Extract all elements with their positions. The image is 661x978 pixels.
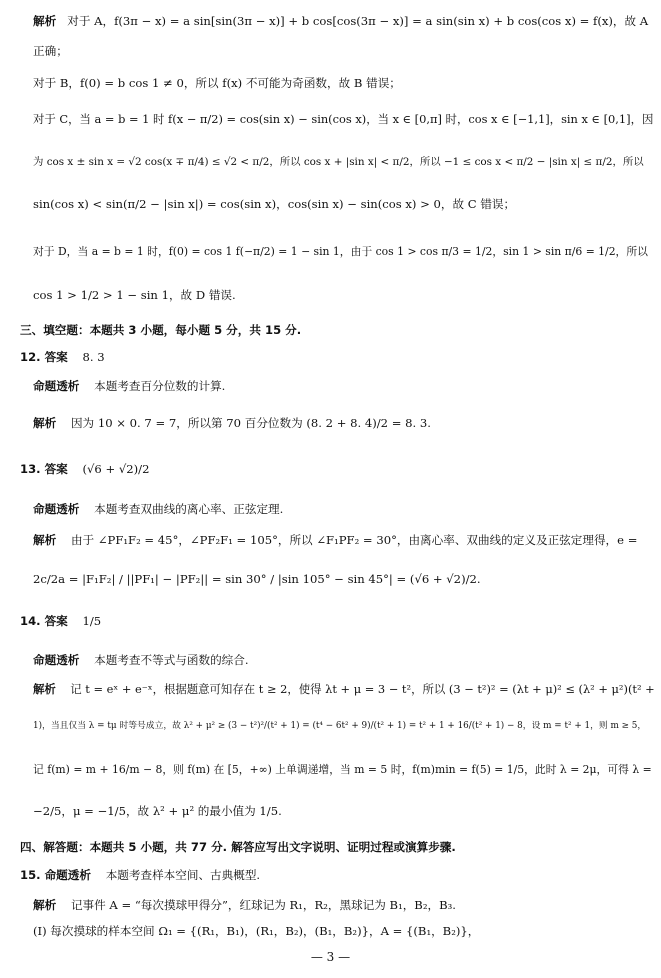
line-text: 2c/2a = |F₁F₂| / ||PF₁| − |PF₂|| = sin 30° / |sin 105° − sin 45°| = (√6 + √2)/2. [33, 572, 481, 586]
line-text: 1)，当且仅当 λ = tμ 时等号成立，故 λ² + μ² ≥ (3 − t²)²/(t² + 1) = (t⁴ − 6t² + 9)/(t² + 1) = t² + 1 + 16/(t² + 1) − 8，设 m = t² + 1，则 m ≥ 5， [33, 721, 647, 731]
line-text: 正确； [33, 44, 68, 58]
answer-line [20, 350, 105, 364]
line-text: 本题考查双曲线的离心率、正弦定理. [94, 502, 284, 516]
text-line [33, 719, 646, 733]
text-line [33, 155, 644, 169]
line-text: −2/5，μ = −1/5，故 λ² + μ² 的最小值为 1/5. [33, 804, 282, 818]
line-text: 记 f(m) = m + 16/m − 8，则 f(m) 在 [5，+∞) 上单调递增，当 m = 5 时，f(m)min = f(5) = 1/5，此时 λ = 2μ，可得 λ = [33, 763, 652, 776]
tag-label: 解析 [33, 682, 56, 696]
tag-label: 命题透析 [33, 653, 80, 667]
text-line [33, 682, 655, 696]
line-text: 本题考查样本空间、古典概型. [105, 868, 261, 882]
line-text: 记事件 A = “每次摸球甲得分”，红球记为 R₁，R₂，黑球记为 B₁，B₂，B₃. [70, 898, 456, 912]
line-text: 因为 10 × 0. 7 = 7，所以第 70 百分位数为 (8. 2 + 8. 4)/2 = 8. 3. [70, 416, 431, 430]
text-line [33, 112, 653, 126]
text-line [33, 572, 481, 586]
line-text: (Ⅰ) 每次摸球的样本空间 Ω₁ = {(R₁，B₁)，(R₁，B₂)，(B₁，B₂)}，A = {(B₁，B₂)}， [33, 924, 480, 938]
answer-label: 14. 答案 [20, 614, 68, 628]
line-text: 对于 D，当 a = b = 1 时，f(0) = cos 1 f(−π/2) = 1 − sin 1，由于 cos 1 > cos π/3 = 1/2，sin 1 > sin π/6 = 1/2，所以 [33, 245, 648, 258]
text-line [33, 379, 225, 393]
line-text: 记 t = eˣ + e⁻ˣ，根据题意可知存在 t ≥ 2，使得 λt + μ = 3 − t²，所以 (3 − t²)² = (λt + μ)² ≤ (λ² + μ²)(t² + [70, 682, 655, 696]
line-text: 为 cos x ± sin x = √2 cos(x ∓ π/4) ≤ √2 < π/2，所以 cos x + |sin x| < π/2，所以 −1 ≤ cos x < π/2 − |sin x| ≤ π/2，所以 [33, 156, 644, 168]
text-line [33, 653, 249, 667]
tag-label: 解析 [33, 898, 57, 912]
tag-label: 解析 [33, 14, 57, 28]
tag-label: 命题透析 [33, 379, 80, 393]
text-line [33, 533, 637, 547]
answer-line [20, 462, 149, 476]
line-text: cos 1 > 1/2 > 1 − sin 1，故 D 错误. [33, 288, 236, 302]
text-line [33, 763, 652, 777]
line-text: 本题考查不等式与函数的综合. [94, 653, 249, 667]
line-text: 本题考查百分位数的计算. [94, 379, 226, 393]
tag-label: 命题透析 [33, 502, 80, 516]
tag-label: 解析 [33, 416, 57, 430]
text-line [20, 868, 260, 882]
line-text: 对于 C，当 a = b = 1 时 f(x − π/2) = cos(sin x) − sin(cos x)，当 x ∈ [0,π] 时，cos x ∈ [−1,1]，sin x ∈ [0,1]，因 [33, 112, 654, 126]
page-number: — 3 — [310, 950, 351, 964]
line-text: 对于 B，f(0) = b cos 1 ≠ 0，所以 f(x) 不可能为奇函数，故 B 错误； [33, 76, 401, 90]
section-heading [20, 840, 456, 854]
tag-label: 解析 [33, 533, 57, 547]
text-line [33, 804, 282, 818]
text-line [33, 898, 456, 912]
answer-value: 1/5 [82, 614, 102, 628]
answer-label: 13. 答案 [20, 462, 68, 476]
line-text: 对于 A，f(3π − x) = a sin[sin(3π − x)] + b cos[cos(3π − x)] = a sin(sin x) + b cos(cos x) = f(x)，故 A [67, 14, 649, 28]
heading-text: 四、解答题：本题共 5 小题，共 77 分. 解答应写出文字说明、证明过程或演算步骤. [20, 840, 456, 854]
answer-label: 12. 答案 [20, 350, 68, 364]
text-line [33, 14, 648, 28]
text-line [33, 76, 401, 90]
section-heading [20, 323, 301, 337]
text-line [33, 245, 648, 259]
text-line [33, 502, 283, 516]
tag-label: 15. 命题透析 [20, 868, 91, 882]
text-line [33, 416, 431, 430]
answer-value: 8. 3 [82, 350, 105, 364]
answer-value: (√6 + √2)/2 [82, 462, 150, 476]
answer-line [20, 614, 101, 628]
heading-text: 三、填空题：本题共 3 小题，每小题 5 分，共 15 分. [20, 323, 302, 337]
line-text: 由于 ∠PF₁F₂ = 45°，∠PF₂F₁ = 105°，所以 ∠F₁PF₂ = 30°，由离心率、双曲线的定义及正弦定理得，e = [70, 533, 638, 547]
line-text: sin(cos x) < sin(π/2 − |sin x|) = cos(sin x)，cos(sin x) − sin(cos x) > 0，故 C 错误； [33, 197, 516, 211]
text-line [33, 924, 479, 938]
text-line [33, 197, 515, 211]
text-line [33, 44, 68, 58]
text-line [33, 288, 236, 302]
